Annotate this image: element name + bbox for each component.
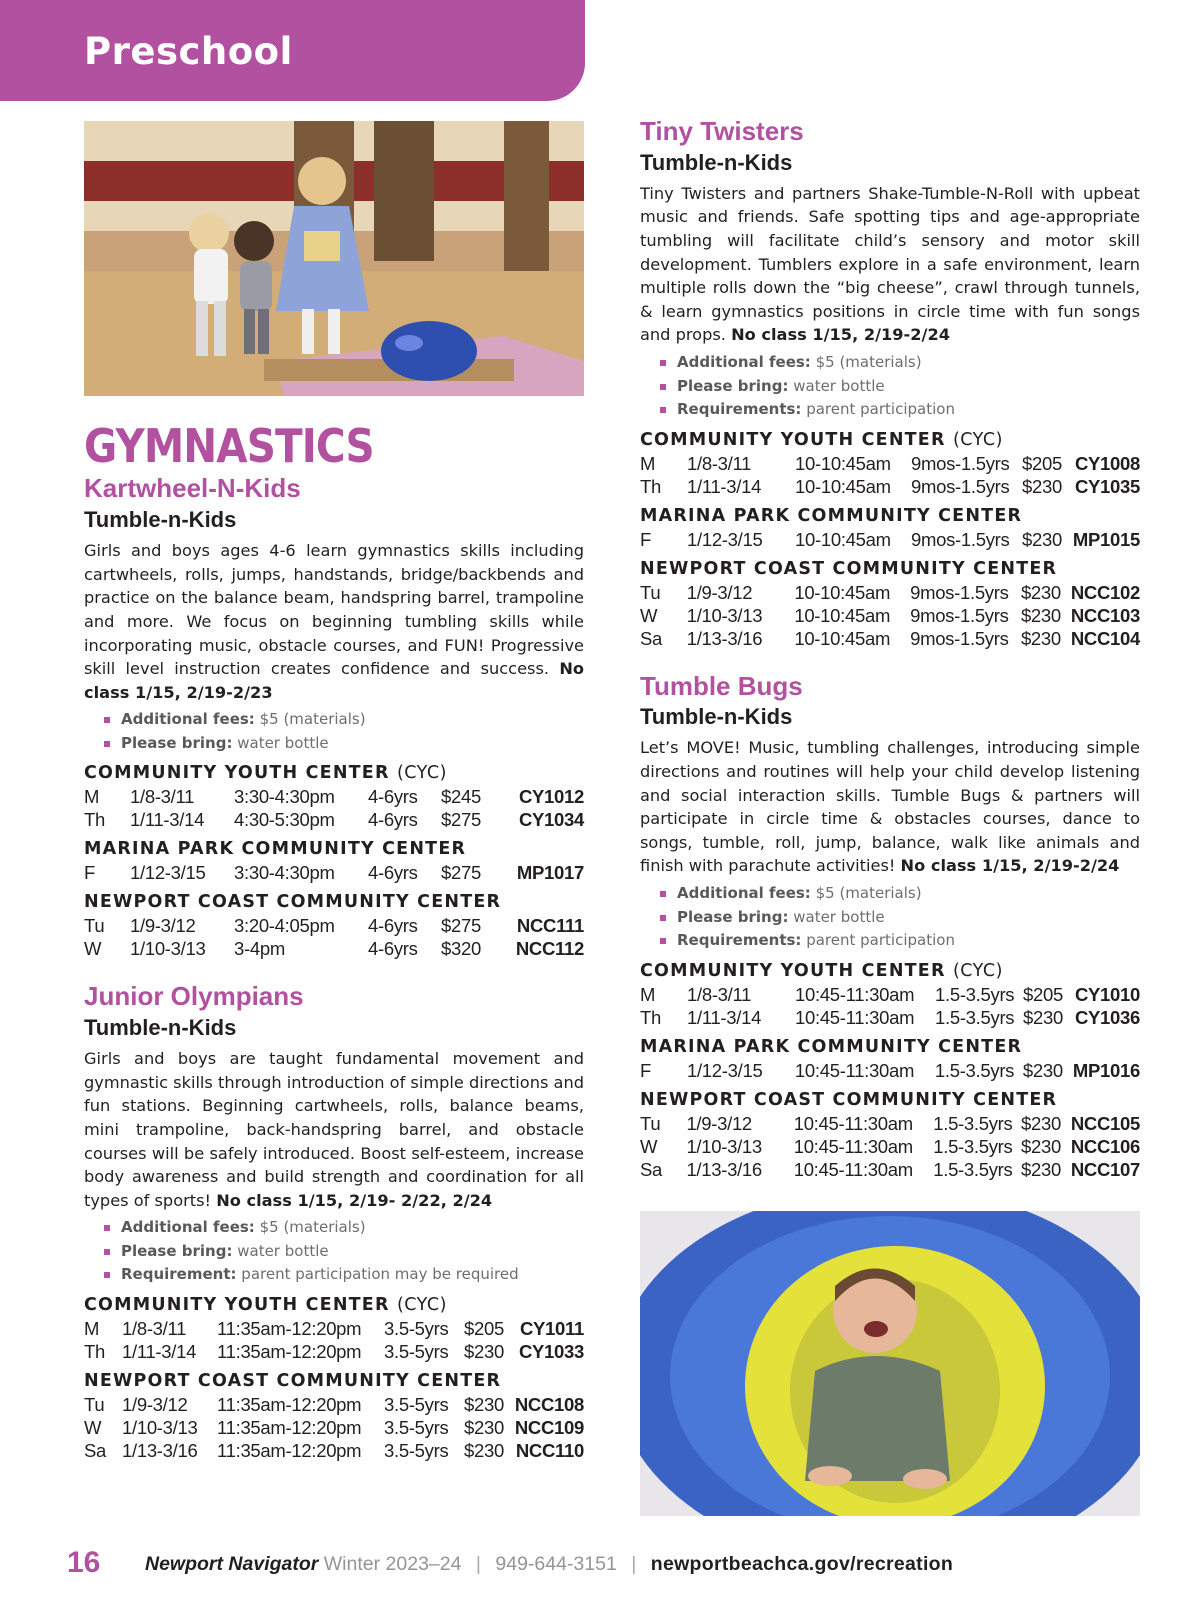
schedule-cell: 1/8-3/11 bbox=[130, 786, 195, 808]
footer-separator: | bbox=[475, 1553, 481, 1575]
note-item: Requirement: parent participation may be required bbox=[104, 1263, 584, 1287]
schedule-cell: 9mos-1.5yrs bbox=[911, 528, 1010, 550]
schedule-cell: Th bbox=[84, 1340, 105, 1362]
schedule-cell: 3:30-4:30pm bbox=[234, 862, 335, 884]
course-code: NCC111 bbox=[516, 915, 584, 937]
schedule-cell: 1/13-3/16 bbox=[686, 627, 763, 649]
schedule-cell: 9mos-1.5yrs bbox=[910, 604, 1009, 626]
right-column bbox=[640, 115, 1140, 1516]
schedule-cell: 10:45-11:30am bbox=[793, 1112, 913, 1134]
schedule-cell: 11:35am-12:20pm bbox=[217, 1317, 362, 1339]
schedule-cell: 1/9-3/12 bbox=[130, 915, 196, 937]
course-code: CY1011 bbox=[519, 1317, 584, 1339]
note-item: Please bring: water bottle bbox=[104, 732, 584, 756]
schedule-table bbox=[640, 581, 1140, 650]
schedule-cell: 10-10:45am bbox=[794, 627, 891, 649]
schedule-cell: 1/12-3/15 bbox=[130, 862, 206, 884]
program-junior-olympians bbox=[84, 980, 584, 1462]
page-footer bbox=[67, 1546, 1167, 1580]
schedule-table bbox=[640, 452, 1140, 498]
note-item: Additional fees: $5 (materials) bbox=[104, 1216, 584, 1240]
schedule-cell: M bbox=[640, 452, 656, 474]
schedule-cell: 1/12-3/15 bbox=[687, 528, 763, 550]
schedule-cell: $230 bbox=[1023, 1006, 1063, 1028]
location-heading: COMMUNITY YOUTH CENTER (CYC) bbox=[84, 763, 447, 784]
schedule-row bbox=[84, 914, 584, 937]
schedule-cell: 1.5-3.5yrs bbox=[935, 983, 1015, 1005]
schedule-cell: 11:35am-12:20pm bbox=[217, 1340, 362, 1362]
footer-info bbox=[145, 1553, 953, 1576]
course-code: NCC108 bbox=[514, 1393, 584, 1415]
schedule-cell: 3.5-5yrs bbox=[384, 1317, 449, 1339]
note-item: Please bring: water bottle bbox=[660, 906, 1140, 930]
program-title: Tumble Bugs bbox=[640, 670, 803, 701]
schedule-cell: $230 bbox=[464, 1393, 504, 1415]
schedule-cell: $230 bbox=[464, 1439, 504, 1461]
schedule-cell: 1/9-3/12 bbox=[686, 581, 753, 603]
schedule-cell: $230 bbox=[464, 1340, 504, 1362]
schedule-cell: 1/11-3/14 bbox=[687, 475, 762, 497]
schedule-cell: 3:30-4:30pm bbox=[234, 786, 335, 808]
schedule-table bbox=[640, 528, 1140, 551]
schedule-cell: $205 bbox=[464, 1317, 504, 1339]
program-notes bbox=[640, 882, 1140, 953]
season-label: Winter 2023–24 bbox=[323, 1553, 462, 1575]
schedule-cell: F bbox=[640, 528, 652, 550]
program-tiny-twisters bbox=[640, 115, 1140, 650]
schedule-cell: 4:30-5:30pm bbox=[234, 809, 335, 831]
schedule-cell: $205 bbox=[1023, 983, 1063, 1005]
schedule-cell: 1/10-3/13 bbox=[122, 1416, 198, 1438]
program-title: Junior Olympians bbox=[84, 981, 304, 1012]
course-code: NCC102 bbox=[1070, 581, 1140, 603]
section-title: GYMNASTICS bbox=[84, 419, 374, 473]
program-notes bbox=[640, 351, 1140, 422]
gymnastics-kids-photo bbox=[84, 121, 584, 396]
schedule-cell: W bbox=[84, 938, 102, 960]
course-code: CY1008 bbox=[1074, 452, 1140, 474]
schedule-cell: 9mos-1.5yrs bbox=[910, 581, 1009, 603]
schedule-cell: 4-6yrs bbox=[368, 862, 418, 884]
note-item: Requirements: parent participation bbox=[660, 398, 1140, 422]
location-heading: COMMUNITY YOUTH CENTER (CYC) bbox=[84, 1294, 447, 1315]
note-item: Additional fees: $5 (materials) bbox=[660, 351, 1140, 375]
schedule-cell: $230 bbox=[1020, 604, 1061, 626]
program-title: Kartwheel-N-Kids bbox=[84, 473, 301, 504]
schedule-cell: 1.5-3.5yrs bbox=[933, 1112, 1013, 1134]
schedule-cell: 4-6yrs bbox=[368, 809, 418, 831]
schedule-row bbox=[640, 528, 1140, 551]
tunnel-child-photo bbox=[640, 1211, 1140, 1516]
schedule-cell: 10:45-11:30am bbox=[793, 1135, 913, 1157]
schedule-cell: 4-6yrs bbox=[368, 938, 418, 960]
schedule-row bbox=[84, 785, 584, 808]
course-code: MP1016 bbox=[1072, 1059, 1140, 1081]
schedule-cell: 10:45-11:30am bbox=[795, 1006, 915, 1028]
program-description: Let’s MOVE! Music, tumbling challenges, introducing simple directions and routines will help your child develop listening and social interaction skills. Tumble Bugs & partners will participate in circle time & obstacles courses, dance to songs, tumble, roll, jump, balance, walk like animals and finish with parachute activities! No class 1/15, 2/19-2/24 bbox=[640, 738, 1140, 876]
schedule-row bbox=[84, 808, 584, 831]
schedule-cell: $275 bbox=[441, 915, 481, 937]
schedule-cell: F bbox=[640, 1059, 652, 1081]
course-code: NCC106 bbox=[1070, 1135, 1140, 1157]
schedule-cell: 3.5-5yrs bbox=[384, 1340, 449, 1362]
location-heading: NEWPORT COAST COMMUNITY CENTER bbox=[640, 1089, 1058, 1110]
schedule-cell: $230 bbox=[1020, 627, 1061, 649]
schedule-cell: 1.5-3.5yrs bbox=[934, 1059, 1015, 1081]
footer-separator: | bbox=[631, 1553, 637, 1575]
schedule-cell: 10-10:45am bbox=[795, 475, 891, 497]
location-heading: MARINA PARK COMMUNITY CENTER bbox=[640, 505, 1023, 526]
schedule-cell: 9mos-1.5yrs bbox=[911, 475, 1010, 497]
program-description: Girls and boys are taught fundamental movement and gymnastic skills through introduction of simple directions and fun stations. Beginning cartwheels, rolls, balance beams, mini trampoline, back-handspring barrel, and obstacle courses will be safely introduced. Boost self-esteem, increase body awareness and build strength and coordination for all types of sports! No class 1/15, 2/19- 2/22, 2/24 bbox=[84, 1049, 584, 1210]
location-heading: MARINA PARK COMMUNITY CENTER bbox=[640, 1036, 1023, 1057]
program-subtitle: Tumble-n-Kids bbox=[640, 704, 793, 730]
note-item: Please bring: water bottle bbox=[660, 375, 1140, 399]
left-column bbox=[84, 121, 584, 1462]
program-description: Girls and boys ages 4-6 learn gymnastics skills including cartwheels, rolls, jumps, handstands, bridge/backbends and practice on the balance beam, handspring barrel, trampoline and more. We focus on beginning tumbling skills while incorporating music, obstacle courses, and FUN! Progressive skill level instruction creates confidence and success. No class 1/15, 2/19-2/23 bbox=[84, 541, 584, 702]
schedule-cell: 1/13-3/16 bbox=[686, 1158, 762, 1180]
schedule-cell: 1/9-3/12 bbox=[122, 1393, 188, 1415]
schedule-row bbox=[640, 983, 1140, 1006]
schedule-cell: W bbox=[640, 1135, 658, 1157]
course-code: NCC110 bbox=[515, 1439, 584, 1461]
schedule-cell: Th bbox=[640, 1006, 661, 1028]
schedule-cell: Sa bbox=[84, 1439, 107, 1461]
note-item: Please bring: water bottle bbox=[104, 1240, 584, 1264]
program-title: Tiny Twisters bbox=[640, 116, 804, 146]
schedule-cell: $230 bbox=[1022, 1059, 1063, 1081]
schedule-row bbox=[84, 861, 584, 884]
schedule-cell: 10-10:45am bbox=[795, 452, 891, 474]
schedule-cell: $245 bbox=[441, 786, 481, 808]
schedule-cell: $320 bbox=[441, 938, 481, 960]
schedule-cell: $230 bbox=[1020, 581, 1061, 603]
schedule-cell: Th bbox=[84, 809, 105, 831]
schedule-row bbox=[640, 1006, 1140, 1029]
course-code: NCC107 bbox=[1070, 1158, 1140, 1180]
course-code: CY1033 bbox=[518, 1340, 584, 1362]
note-item: Additional fees: $5 (materials) bbox=[104, 708, 584, 732]
course-code: MP1017 bbox=[516, 862, 584, 884]
schedule-cell: $230 bbox=[1021, 1112, 1061, 1134]
no-class-note: No class 1/15, 2/19-2/23 bbox=[84, 659, 584, 702]
schedule-cell: W bbox=[84, 1416, 102, 1438]
course-code: CY1034 bbox=[518, 809, 584, 831]
schedule-cell: F bbox=[84, 862, 96, 884]
no-class-note: No class 1/15, 2/19-2/24 bbox=[900, 856, 1120, 876]
schedule-row bbox=[84, 1439, 584, 1462]
schedule-cell: $230 bbox=[1021, 1158, 1061, 1180]
schedule-cell: 10:45-11:30am bbox=[794, 1059, 915, 1081]
schedule-row bbox=[640, 1135, 1140, 1158]
location-heading: NEWPORT COAST COMMUNITY CENTER bbox=[640, 558, 1058, 579]
schedule-row bbox=[84, 1393, 584, 1416]
course-code: NCC112 bbox=[515, 938, 584, 960]
schedule-cell: Sa bbox=[640, 627, 663, 649]
schedule-row bbox=[640, 1059, 1140, 1082]
schedule-cell: 11:35am-12:20pm bbox=[217, 1439, 362, 1461]
schedule-cell: $275 bbox=[441, 862, 481, 884]
schedule-row bbox=[640, 627, 1140, 650]
program-notes bbox=[84, 708, 584, 755]
schedule-cell: Th bbox=[640, 475, 661, 497]
schedule-cell: 3.5-5yrs bbox=[384, 1416, 449, 1438]
schedule-row bbox=[640, 452, 1140, 475]
schedule-cell: 1/10-3/13 bbox=[686, 1135, 762, 1157]
schedule-cell: 1/11-3/14 bbox=[122, 1340, 197, 1362]
schedule-table bbox=[640, 983, 1140, 1029]
schedule-row bbox=[84, 937, 584, 960]
schedule-cell: 1/8-3/11 bbox=[687, 452, 752, 474]
schedule-cell: Tu bbox=[84, 915, 105, 937]
schedule-cell: 3.5-5yrs bbox=[384, 1439, 449, 1461]
schedule-cell: 1/11-3/14 bbox=[687, 1006, 762, 1028]
schedule-row bbox=[640, 1112, 1140, 1135]
schedule-cell: 4-6yrs bbox=[368, 786, 418, 808]
publication-name: Newport Navigator bbox=[145, 1553, 319, 1575]
schedule-cell: 1/8-3/11 bbox=[122, 1317, 187, 1339]
schedule-cell: 1/9-3/12 bbox=[686, 1112, 752, 1134]
program-description: Tiny Twisters and partners Shake-Tumble-N-Roll with upbeat music and friends. Safe spotting tips and age-appropriate tumbling will facilitate child’s sensory and motor skill development. Tumblers explore in a safe environment, learn multiple rolls down the “big cheese”, crawl through tunnels, & learn gymnastics positions in circle time with fun songs and props. No class 1/15, 2/19-2/24 bbox=[640, 183, 1140, 345]
schedule-row bbox=[640, 475, 1140, 498]
program-kartwheel bbox=[84, 472, 584, 960]
schedule-cell: $275 bbox=[441, 809, 481, 831]
schedule-cell: 1/12-3/15 bbox=[686, 1059, 763, 1081]
schedule-cell: 1/10-3/13 bbox=[130, 938, 206, 960]
schedule-cell: 9mos-1.5yrs bbox=[911, 452, 1010, 474]
course-code: NCC104 bbox=[1070, 627, 1140, 649]
location-heading: NEWPORT COAST COMMUNITY CENTER bbox=[84, 1370, 502, 1391]
course-code: CY1035 bbox=[1074, 475, 1140, 497]
schedule-cell: Tu bbox=[640, 1112, 661, 1134]
page-category-title: Preschool bbox=[84, 30, 293, 73]
schedule-table bbox=[84, 1317, 584, 1363]
program-subtitle: Tumble-n-Kids bbox=[640, 149, 793, 175]
schedule-cell: $230 bbox=[1022, 528, 1062, 550]
no-class-note: No class 1/15, 2/19- 2/22, 2/24 bbox=[216, 1190, 493, 1210]
location-heading: MARINA PARK COMMUNITY CENTER bbox=[84, 839, 467, 860]
note-item: Additional fees: $5 (materials) bbox=[660, 882, 1140, 906]
schedule-cell: 10-10:45am bbox=[794, 581, 891, 603]
course-code: CY1010 bbox=[1074, 983, 1140, 1005]
schedule-row bbox=[640, 581, 1140, 604]
schedule-cell: 3-4pm bbox=[234, 938, 285, 960]
location-heading: NEWPORT COAST COMMUNITY CENTER bbox=[84, 892, 502, 913]
schedule-cell: 11:35am-12:20pm bbox=[217, 1393, 362, 1415]
schedule-cell: M bbox=[640, 983, 656, 1005]
page-number: 16 bbox=[67, 1546, 101, 1579]
program-subtitle: Tumble-n-Kids bbox=[84, 506, 237, 532]
note-item: Requirements: parent participation bbox=[660, 929, 1140, 953]
schedule-cell: Sa bbox=[640, 1158, 663, 1180]
program-subtitle: Tumble-n-Kids bbox=[84, 1014, 237, 1040]
schedule-table bbox=[84, 785, 584, 831]
phone-number[interactable]: 949-644-3151 bbox=[495, 1553, 617, 1575]
schedule-cell: $205 bbox=[1022, 452, 1062, 474]
schedule-cell: 1/8-3/11 bbox=[687, 983, 752, 1005]
course-code: NCC105 bbox=[1070, 1112, 1140, 1134]
schedule-table bbox=[640, 1112, 1140, 1181]
schedule-cell: 1.5-3.5yrs bbox=[933, 1158, 1013, 1180]
schedule-cell: Tu bbox=[84, 1393, 105, 1415]
course-code: CY1012 bbox=[518, 786, 584, 808]
course-code: CY1036 bbox=[1074, 1006, 1140, 1028]
program-tumble-bugs bbox=[640, 670, 1140, 1181]
schedule-cell: 10:45-11:30am bbox=[793, 1158, 913, 1180]
schedule-cell: 1/10-3/13 bbox=[686, 604, 763, 626]
schedule-row bbox=[84, 1416, 584, 1439]
schedule-cell: W bbox=[640, 604, 658, 626]
course-code: NCC109 bbox=[514, 1416, 584, 1438]
location-heading: COMMUNITY YOUTH CENTER (CYC) bbox=[640, 429, 1003, 450]
course-code: MP1015 bbox=[1072, 528, 1140, 550]
schedule-cell: M bbox=[84, 786, 100, 808]
schedule-cell: $230 bbox=[1021, 1135, 1061, 1157]
section-header-band bbox=[0, 0, 585, 101]
schedule-cell: 9mos-1.5yrs bbox=[910, 627, 1009, 649]
schedule-cell: 1.5-3.5yrs bbox=[935, 1006, 1015, 1028]
schedule-row bbox=[640, 1158, 1140, 1181]
schedule-cell: M bbox=[84, 1317, 100, 1339]
schedule-cell: 4-6yrs bbox=[368, 915, 418, 937]
schedule-cell: 1/13-3/16 bbox=[122, 1439, 198, 1461]
course-code: NCC103 bbox=[1070, 604, 1140, 626]
schedule-cell: 10:45-11:30am bbox=[795, 983, 915, 1005]
program-notes bbox=[84, 1216, 584, 1287]
schedule-cell: $230 bbox=[1022, 475, 1062, 497]
schedule-cell: 11:35am-12:20pm bbox=[217, 1416, 362, 1438]
schedule-cell: $230 bbox=[464, 1416, 504, 1438]
location-heading: COMMUNITY YOUTH CENTER (CYC) bbox=[640, 960, 1003, 981]
schedule-cell: 1.5-3.5yrs bbox=[933, 1135, 1013, 1157]
schedule-table bbox=[84, 914, 584, 960]
schedule-row bbox=[84, 1317, 584, 1340]
schedule-cell: 10-10:45am bbox=[795, 528, 891, 550]
schedule-cell: 10-10:45am bbox=[794, 604, 891, 626]
website-link[interactable]: newportbeachca.gov/recreation bbox=[650, 1553, 954, 1575]
schedule-table bbox=[84, 861, 584, 884]
schedule-cell: 1/11-3/14 bbox=[130, 809, 205, 831]
schedule-cell: 3:20-4:05pm bbox=[234, 915, 335, 937]
schedule-table bbox=[640, 1059, 1140, 1082]
schedule-cell: Tu bbox=[640, 581, 661, 603]
schedule-row bbox=[84, 1340, 584, 1363]
schedule-table bbox=[84, 1393, 584, 1462]
schedule-cell: 3.5-5yrs bbox=[384, 1393, 449, 1415]
no-class-note: No class 1/15, 2/19-2/24 bbox=[731, 325, 950, 345]
schedule-row bbox=[640, 604, 1140, 627]
